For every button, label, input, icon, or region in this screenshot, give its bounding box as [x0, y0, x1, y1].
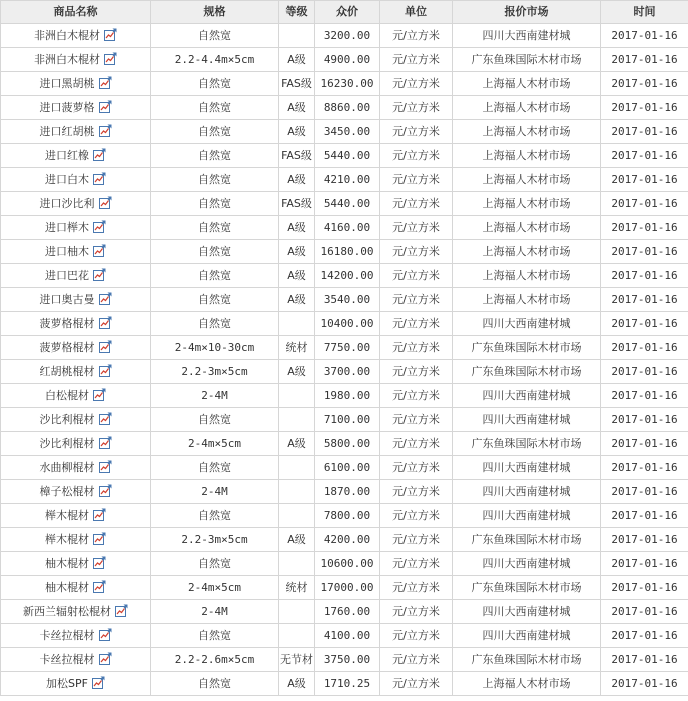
cell-date: 2017-01-16: [601, 480, 688, 504]
table-row: [1, 120, 688, 144]
cell-spec: 自然宽: [151, 120, 279, 144]
cell-date: 2017-01-16: [601, 144, 688, 168]
table-row: [1, 384, 688, 408]
cell-grade: FAS级: [279, 192, 315, 216]
cell-market: 四川大西南建材城: [453, 408, 601, 432]
table-row: [1, 456, 688, 480]
trend-chart-icon[interactable]: [93, 170, 106, 183]
cell-name: [1, 480, 151, 504]
cell-name: [1, 408, 151, 432]
cell-price: 1870.00: [315, 480, 380, 504]
trend-chart-icon[interactable]: [93, 554, 106, 567]
cell-grade: 统材: [279, 576, 315, 600]
cell-grade: A级: [279, 360, 315, 384]
cell-market: 广东鱼珠国际木材市场: [453, 48, 601, 72]
product-name-link[interactable]: 红胡桃棍材: [39, 365, 95, 378]
cell-market: 广东鱼珠国际木材市场: [453, 336, 601, 360]
cell-market: 上海福人木材市场: [453, 264, 601, 288]
cell-price: 5800.00: [315, 432, 380, 456]
cell-market: 上海福人木材市场: [453, 240, 601, 264]
trend-chart-icon[interactable]: [99, 290, 112, 303]
product-name-link[interactable]: 沙比利棍材: [39, 437, 95, 450]
cell-unit: 元/立方米: [380, 336, 453, 360]
cell-date: 2017-01-16: [601, 312, 688, 336]
cell-grade: A级: [279, 264, 315, 288]
trend-chart-icon[interactable]: [93, 506, 106, 519]
table-row: [1, 240, 688, 264]
trend-chart-icon[interactable]: [99, 338, 112, 351]
cell-spec: 自然宽: [151, 96, 279, 120]
cell-price: 6100.00: [315, 456, 380, 480]
cell-name: [1, 48, 151, 72]
cell-price: 4200.00: [315, 528, 380, 552]
cell-spec: 自然宽: [151, 312, 279, 336]
cell-market: 广东鱼珠国际木材市场: [453, 432, 601, 456]
cell-grade: A级: [279, 240, 315, 264]
table-row: [1, 48, 688, 72]
cell-name: [1, 312, 151, 336]
table-row: [1, 72, 688, 96]
cell-market: 广东鱼珠国际木材市场: [453, 576, 601, 600]
trend-chart-icon[interactable]: [93, 218, 106, 231]
product-name-link[interactable]: 水曲柳棍材: [39, 461, 95, 474]
product-name-link[interactable]: 卡丝拉棍材: [39, 629, 95, 642]
cell-price: 5440.00: [315, 144, 380, 168]
cell-name: [1, 96, 151, 120]
trend-chart-icon[interactable]: [104, 50, 117, 63]
cell-grade: 统材: [279, 336, 315, 360]
table-row: [1, 216, 688, 240]
cell-date: 2017-01-16: [601, 528, 688, 552]
table-row: [1, 96, 688, 120]
cell-unit: 元/立方米: [380, 288, 453, 312]
cell-grade: FAS级: [279, 144, 315, 168]
cell-spec: 自然宽: [151, 504, 279, 528]
cell-name: [1, 360, 151, 384]
product-name-link[interactable]: 榉木棍材: [45, 533, 89, 546]
product-name-link[interactable]: 沙比利棍材: [39, 413, 95, 426]
cell-grade: [279, 312, 315, 336]
trend-chart-icon[interactable]: [104, 26, 117, 39]
cell-market: 四川大西南建材城: [453, 504, 601, 528]
table-row: [1, 408, 688, 432]
trend-chart-icon[interactable]: [93, 530, 106, 543]
table-row: [1, 24, 688, 48]
product-name-link[interactable]: 加松SPF: [46, 677, 88, 690]
table-row: [1, 336, 688, 360]
cell-date: 2017-01-16: [601, 648, 688, 672]
cell-market: 四川大西南建材城: [453, 552, 601, 576]
cell-price: 4100.00: [315, 624, 380, 648]
cell-date: 2017-01-16: [601, 288, 688, 312]
trend-chart-icon[interactable]: [99, 650, 112, 663]
cell-grade: A级: [279, 48, 315, 72]
product-name-link[interactable]: 新西兰辐射松棍材: [23, 605, 111, 618]
cell-date: 2017-01-16: [601, 24, 688, 48]
cell-date: 2017-01-16: [601, 72, 688, 96]
cell-date: 2017-01-16: [601, 504, 688, 528]
table-row: [1, 480, 688, 504]
cell-grade: [279, 504, 315, 528]
product-name-link[interactable]: 进口柚木: [45, 245, 89, 258]
cell-date: 2017-01-16: [601, 48, 688, 72]
cell-price: 14200.00: [315, 264, 380, 288]
cell-unit: 元/立方米: [380, 144, 453, 168]
cell-spec: 自然宽: [151, 456, 279, 480]
cell-spec: 自然宽: [151, 288, 279, 312]
trend-chart-icon[interactable]: [99, 98, 112, 111]
cell-name: [1, 456, 151, 480]
cell-name: [1, 648, 151, 672]
header-name: 商品名称: [1, 1, 151, 24]
table-row: [1, 168, 688, 192]
cell-spec: 自然宽: [151, 240, 279, 264]
cell-spec: 自然宽: [151, 552, 279, 576]
trend-chart-icon[interactable]: [99, 194, 112, 207]
cell-price: 7800.00: [315, 504, 380, 528]
table-row: [1, 576, 688, 600]
cell-price: 1760.00: [315, 600, 380, 624]
cell-grade: [279, 24, 315, 48]
cell-price: 10400.00: [315, 312, 380, 336]
product-name-link[interactable]: 进口奥古曼: [39, 293, 95, 306]
table-row: [1, 288, 688, 312]
cell-unit: 元/立方米: [380, 600, 453, 624]
cell-market: 四川大西南建材城: [453, 624, 601, 648]
product-name-link[interactable]: 卡丝拉棍材: [39, 653, 95, 666]
cell-price: 3200.00: [315, 24, 380, 48]
cell-unit: 元/立方米: [380, 24, 453, 48]
product-name-link[interactable]: 进口菠萝格: [39, 101, 95, 114]
table-row: [1, 528, 688, 552]
product-name-link[interactable]: 进口黑胡桃: [39, 77, 95, 90]
trend-chart-icon[interactable]: [115, 602, 128, 615]
header-market: 报价市场: [453, 1, 601, 24]
cell-grade: [279, 480, 315, 504]
cell-market: 四川大西南建材城: [453, 24, 601, 48]
cell-unit: 元/立方米: [380, 648, 453, 672]
table-row: [1, 432, 688, 456]
cell-unit: 元/立方米: [380, 528, 453, 552]
cell-spec: 自然宽: [151, 264, 279, 288]
trend-chart-icon[interactable]: [93, 242, 106, 255]
cell-date: 2017-01-16: [601, 120, 688, 144]
product-name-link[interactable]: 榉木棍材: [45, 509, 89, 522]
cell-spec: 2.2-2.6m×5cm: [151, 648, 279, 672]
cell-grade: A级: [279, 168, 315, 192]
cell-date: 2017-01-16: [601, 432, 688, 456]
cell-spec: 2-4M: [151, 384, 279, 408]
header-price: 众价: [315, 1, 380, 24]
product-name-link[interactable]: 菠萝格棍材: [39, 317, 95, 330]
cell-grade: A级: [279, 216, 315, 240]
cell-unit: 元/立方米: [380, 264, 453, 288]
cell-spec: 自然宽: [151, 72, 279, 96]
product-name-link[interactable]: 进口红胡桃: [39, 125, 95, 138]
header-grade: 等级: [279, 1, 315, 24]
product-name-link[interactable]: 柚木棍材: [45, 581, 89, 594]
cell-unit: 元/立方米: [380, 456, 453, 480]
cell-date: 2017-01-16: [601, 600, 688, 624]
cell-market: 上海福人木材市场: [453, 216, 601, 240]
cell-unit: 元/立方米: [380, 624, 453, 648]
cell-spec: 2.2-3m×5cm: [151, 528, 279, 552]
cell-date: 2017-01-16: [601, 216, 688, 240]
cell-price: 17000.00: [315, 576, 380, 600]
cell-unit: 元/立方米: [380, 408, 453, 432]
cell-name: [1, 576, 151, 600]
product-name-link[interactable]: 进口红橡: [45, 149, 89, 162]
table-row: [1, 264, 688, 288]
cell-market: 上海福人木材市场: [453, 288, 601, 312]
cell-price: 3540.00: [315, 288, 380, 312]
header-row: [1, 1, 688, 24]
cell-market: 上海福人木材市场: [453, 120, 601, 144]
cell-name: [1, 192, 151, 216]
cell-unit: 元/立方米: [380, 72, 453, 96]
cell-name: [1, 168, 151, 192]
cell-unit: 元/立方米: [380, 96, 453, 120]
cell-unit: 元/立方米: [380, 168, 453, 192]
cell-spec: 2-4m×5cm: [151, 576, 279, 600]
cell-spec: 自然宽: [151, 144, 279, 168]
cell-unit: 元/立方米: [380, 672, 453, 696]
cell-market: 广东鱼珠国际木材市场: [453, 360, 601, 384]
trend-chart-icon[interactable]: [99, 434, 112, 447]
cell-spec: 2.2-4.4m×5cm: [151, 48, 279, 72]
cell-name: [1, 120, 151, 144]
table-row: [1, 552, 688, 576]
cell-unit: 元/立方米: [380, 384, 453, 408]
header-unit: 单位: [380, 1, 453, 24]
cell-unit: 元/立方米: [380, 552, 453, 576]
cell-spec: 自然宽: [151, 672, 279, 696]
cell-date: 2017-01-16: [601, 264, 688, 288]
cell-market: 上海福人木材市场: [453, 672, 601, 696]
trend-chart-icon[interactable]: [93, 578, 106, 591]
cell-unit: 元/立方米: [380, 192, 453, 216]
cell-grade: A级: [279, 672, 315, 696]
cell-price: 4210.00: [315, 168, 380, 192]
cell-date: 2017-01-16: [601, 456, 688, 480]
cell-name: [1, 528, 151, 552]
cell-spec: 自然宽: [151, 624, 279, 648]
cell-market: 四川大西南建材城: [453, 384, 601, 408]
cell-name: [1, 264, 151, 288]
cell-price: 3450.00: [315, 120, 380, 144]
cell-name: [1, 384, 151, 408]
cell-grade: FAS级: [279, 72, 315, 96]
cell-grade: A级: [279, 120, 315, 144]
trend-chart-icon[interactable]: [99, 314, 112, 327]
cell-name: [1, 624, 151, 648]
cell-spec: 2.2-3m×5cm: [151, 360, 279, 384]
table-row: [1, 600, 688, 624]
cell-unit: 元/立方米: [380, 312, 453, 336]
cell-spec: 自然宽: [151, 24, 279, 48]
table-row: [1, 624, 688, 648]
cell-name: [1, 432, 151, 456]
cell-grade: [279, 600, 315, 624]
cell-unit: 元/立方米: [380, 120, 453, 144]
cell-price: 10600.00: [315, 552, 380, 576]
cell-date: 2017-01-16: [601, 336, 688, 360]
cell-spec: 自然宽: [151, 192, 279, 216]
product-name-link[interactable]: 进口白木: [45, 173, 89, 186]
cell-price: 5440.00: [315, 192, 380, 216]
trend-chart-icon[interactable]: [99, 482, 112, 495]
cell-market: 广东鱼珠国际木材市场: [453, 528, 601, 552]
cell-date: 2017-01-16: [601, 576, 688, 600]
product-name-link[interactable]: 菠萝格棍材: [39, 341, 95, 354]
cell-price: 16180.00: [315, 240, 380, 264]
trend-chart-icon[interactable]: [99, 122, 112, 135]
cell-price: 4160.00: [315, 216, 380, 240]
cell-name: [1, 552, 151, 576]
cell-price: 3700.00: [315, 360, 380, 384]
cell-price: 1980.00: [315, 384, 380, 408]
cell-grade: A级: [279, 288, 315, 312]
cell-name: [1, 600, 151, 624]
cell-date: 2017-01-16: [601, 360, 688, 384]
cell-name: [1, 240, 151, 264]
trend-chart-icon[interactable]: [99, 362, 112, 375]
product-name-link[interactable]: 樟子松棍材: [39, 485, 95, 498]
cell-price: 8860.00: [315, 96, 380, 120]
table-row: [1, 360, 688, 384]
cell-spec: 2-4M: [151, 600, 279, 624]
cell-grade: [279, 384, 315, 408]
product-name-link[interactable]: 非洲白木棍材: [34, 29, 100, 42]
cell-name: [1, 24, 151, 48]
trend-chart-icon[interactable]: [99, 410, 112, 423]
cell-date: 2017-01-16: [601, 168, 688, 192]
cell-name: [1, 144, 151, 168]
cell-grade: A级: [279, 96, 315, 120]
table-row: [1, 504, 688, 528]
cell-spec: 自然宽: [151, 408, 279, 432]
cell-price: 7100.00: [315, 408, 380, 432]
cell-market: 上海福人木材市场: [453, 144, 601, 168]
cell-unit: 元/立方米: [380, 48, 453, 72]
cell-market: 四川大西南建材城: [453, 480, 601, 504]
header-date: 时间: [601, 1, 688, 24]
cell-market: 上海福人木材市场: [453, 168, 601, 192]
cell-unit: 元/立方米: [380, 432, 453, 456]
cell-market: 广东鱼珠国际木材市场: [453, 648, 601, 672]
cell-date: 2017-01-16: [601, 408, 688, 432]
cell-price: 3750.00: [315, 648, 380, 672]
table-row: [1, 648, 688, 672]
cell-spec: 自然宽: [151, 168, 279, 192]
cell-name: [1, 288, 151, 312]
trend-chart-icon[interactable]: [99, 458, 112, 471]
cell-market: 上海福人木材市场: [453, 96, 601, 120]
cell-date: 2017-01-16: [601, 384, 688, 408]
cell-name: [1, 504, 151, 528]
product-name-link[interactable]: 进口榉木: [45, 221, 89, 234]
table-body: [1, 24, 688, 696]
product-name-link[interactable]: 进口巴花: [45, 269, 89, 282]
cell-grade: [279, 456, 315, 480]
table-row: [1, 192, 688, 216]
table-row: [1, 672, 688, 696]
cell-date: 2017-01-16: [601, 552, 688, 576]
cell-grade: A级: [279, 528, 315, 552]
cell-unit: 元/立方米: [380, 216, 453, 240]
trend-chart-icon[interactable]: [92, 674, 105, 687]
cell-market: 四川大西南建材城: [453, 600, 601, 624]
trend-chart-icon[interactable]: [99, 74, 112, 87]
product-name-link[interactable]: 非洲白木棍材: [34, 53, 100, 66]
table-row: [1, 312, 688, 336]
table-row: [1, 144, 688, 168]
product-name-link[interactable]: 柚木棍材: [45, 557, 89, 570]
cell-grade: 无节材: [279, 648, 315, 672]
product-name-link[interactable]: 白松棍材: [45, 389, 89, 402]
trend-chart-icon[interactable]: [99, 626, 112, 639]
cell-unit: 元/立方米: [380, 504, 453, 528]
product-name-link[interactable]: 进口沙比利: [39, 197, 95, 210]
cell-name: [1, 672, 151, 696]
cell-unit: 元/立方米: [380, 480, 453, 504]
cell-price: 7750.00: [315, 336, 380, 360]
trend-chart-icon[interactable]: [93, 146, 106, 159]
trend-chart-icon[interactable]: [93, 386, 106, 399]
cell-grade: [279, 552, 315, 576]
cell-date: 2017-01-16: [601, 672, 688, 696]
cell-market: 四川大西南建材城: [453, 456, 601, 480]
cell-grade: A级: [279, 432, 315, 456]
cell-unit: 元/立方米: [380, 360, 453, 384]
cell-unit: 元/立方米: [380, 240, 453, 264]
cell-spec: 自然宽: [151, 216, 279, 240]
cell-price: 4900.00: [315, 48, 380, 72]
cell-spec: 2-4m×10-30cm: [151, 336, 279, 360]
cell-date: 2017-01-16: [601, 624, 688, 648]
cell-grade: [279, 624, 315, 648]
cell-name: [1, 336, 151, 360]
cell-grade: [279, 408, 315, 432]
cell-price: 1710.25: [315, 672, 380, 696]
cell-date: 2017-01-16: [601, 96, 688, 120]
cell-price: 16230.00: [315, 72, 380, 96]
trend-chart-icon[interactable]: [93, 266, 106, 279]
cell-spec: 2-4M: [151, 480, 279, 504]
cell-market: 上海福人木材市场: [453, 72, 601, 96]
cell-unit: 元/立方米: [380, 576, 453, 600]
cell-name: [1, 216, 151, 240]
cell-date: 2017-01-16: [601, 240, 688, 264]
cell-spec: 2-4m×5cm: [151, 432, 279, 456]
cell-date: 2017-01-16: [601, 192, 688, 216]
header-spec: 规格: [151, 1, 279, 24]
cell-market: 四川大西南建材城: [453, 312, 601, 336]
cell-name: [1, 72, 151, 96]
cell-market: 上海福人木材市场: [453, 192, 601, 216]
